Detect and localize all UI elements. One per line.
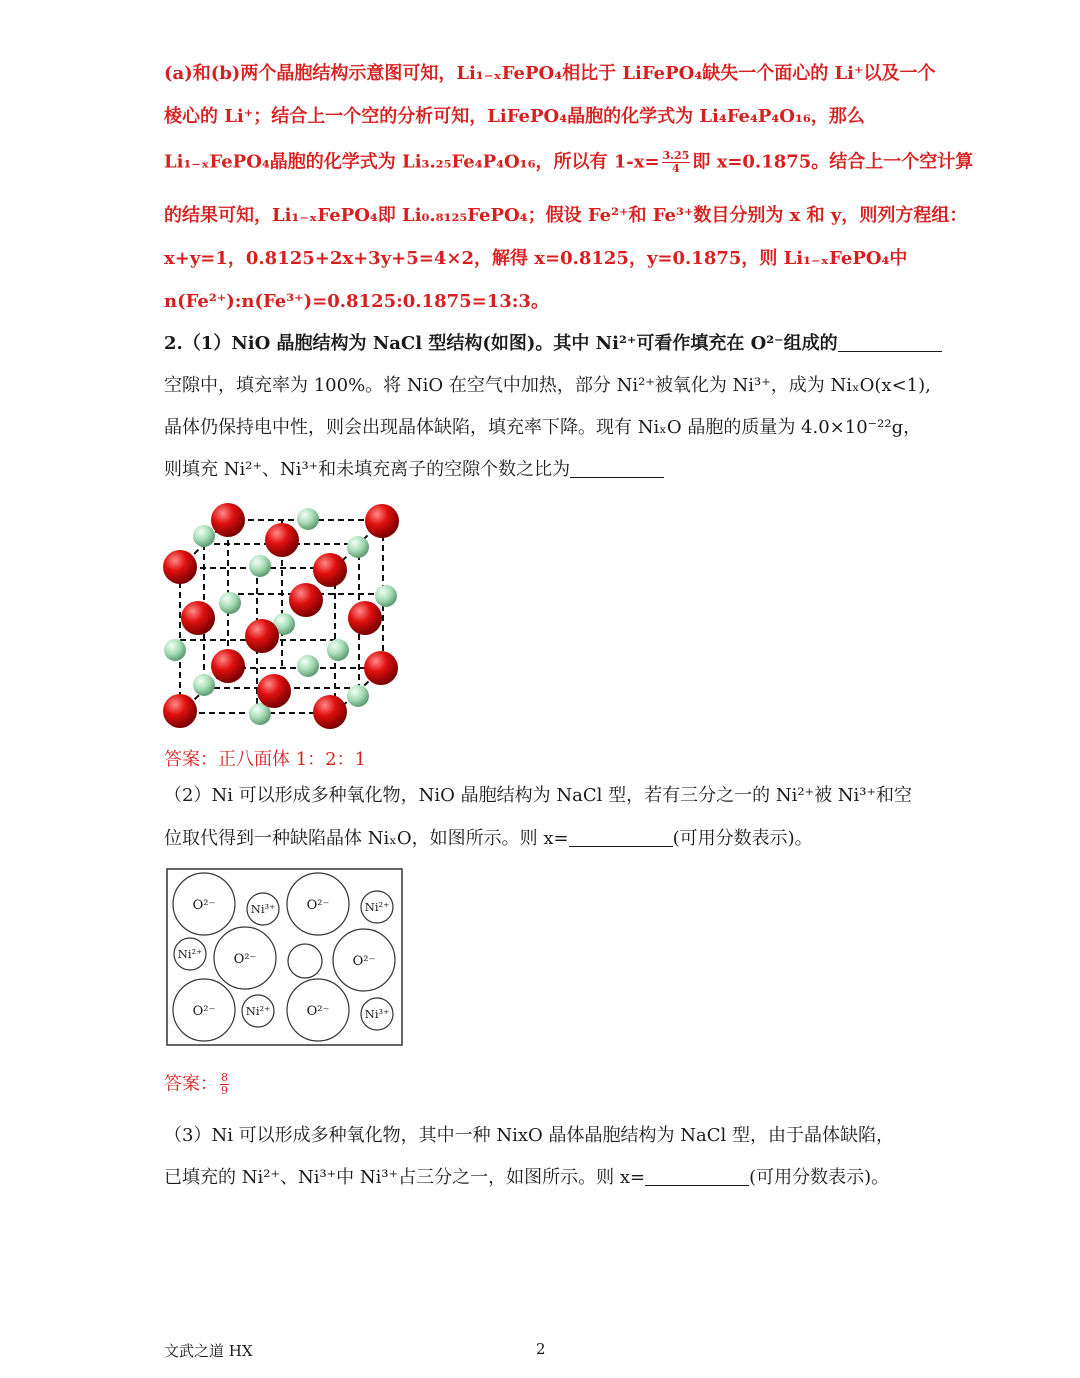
nacl-crystal-diagram [160, 500, 410, 740]
q2-part1-line-c: 晶体仍保持电中性，则会出现晶体缺陷，填充率下降。现有 NiₓO 晶胞的质量为 4.0×10⁻²²g， [164, 417, 922, 438]
o-label: O²⁻ [192, 1004, 216, 1019]
q2-part1-line-b: 空隙中，填充率为 100%。将 NiO 在空气中加热，部分 Ni²⁺被氧化为 Ni³⁺，成为 NiₓO(x<1), [164, 375, 931, 396]
ni2-label: Ni²⁺ [177, 947, 203, 961]
fraction-8-9: $\frac{8}{9}$ [221, 1071, 228, 1097]
answer-1: 答案：正八面体 1：2：1 [164, 749, 367, 770]
ni3-label: Ni³⁺ [250, 902, 276, 916]
explain-line-5: x+y=1，0.8125+2x+3y+5=4×2，解得 x=0.8125，y=0.1875，则 Li₁₋ₓFePO₄中 [164, 248, 908, 269]
o-label: O²⁻ [233, 952, 257, 967]
q2-part1-line-d: 则填充 Ni²⁺、Ni³⁺和未填充离子的空隙个数之比为 [164, 458, 664, 482]
defect-lattice-diagram [166, 868, 404, 1048]
footer-left: 文武之道 HX [164, 1342, 253, 1360]
explain-line-6: n(Fe²⁺):n(Fe³⁺)=0.8125:0.1875=13:3。 [164, 291, 549, 312]
explain-line-4: 的结果可知，Li₁₋ₓFePO₄即 Li₀.₈₁₂₅FePO₄；假设 Fe²⁺和 Fe³⁺数目分别为 x 和 y，则列方程组： [164, 205, 968, 226]
answer-blank-3 [569, 828, 673, 847]
answer-2: 答案： $\frac{8}{9}$ [164, 1071, 228, 1097]
explain-line-2: 棱心的 Li⁺；结合上一个空的分析可知，LiFePO₄晶胞的化学式为 Li₄Fe₄P₄O₁₆，那么 [164, 106, 865, 127]
q2-part3-line-b: 已填充的 Ni²⁺、Ni³⁺中 Ni³⁺占三分之一，如图所示。则 x= (可用分数表示)。 [164, 1167, 890, 1188]
q2-part2-line-b: 位取代得到一种缺陷晶体 NiₓO，如图所示。则 x= (可用分数表示)。 [164, 828, 813, 849]
explain-line-1: (a)和(b)两个晶胞结构示意图可知，Li₁₋ₓFePO₄相比于 LiFePO₄缺失一个面心的 Li⁺以及一个 [164, 63, 936, 84]
answer-blank-4 [645, 1167, 749, 1186]
ni3-label: Ni³⁺ [364, 1007, 390, 1021]
answer-blank-2 [570, 459, 664, 478]
ni2-label: Ni²⁺ [364, 900, 390, 914]
q2-part1-line-a: 2.（1）NiO 晶胞结构为 NaCl 型结构(如图)。其中 Ni²⁺可看作填充在 O²⁻组成的 [164, 332, 942, 356]
ni2-label: Ni²⁺ [245, 1004, 271, 1018]
page-number: 2 [536, 1340, 546, 1358]
o-label: O²⁻ [306, 898, 330, 913]
answer-blank-1 [838, 333, 942, 352]
q2-part2-line-a: （2）Ni 可以形成多种氧化物，NiO 晶胞结构为 NaCl 型，若有三分之一的 Ni²⁺被 Ni³⁺和空 [164, 785, 913, 806]
q2-part3-line-a: （3）Ni 可以形成多种氧化物，其中一种 NixO 晶体晶胞结构为 NaCl 型，由于晶体缺陷， [164, 1125, 894, 1146]
o-label: O²⁻ [352, 954, 376, 969]
fraction-325-4: $\frac{3.25}{4}$ [662, 149, 690, 175]
explain-line-3b: 即 x=0.1875。结合上一个空计算 [692, 151, 974, 173]
o-label: O²⁻ [192, 898, 216, 913]
o-label: O²⁻ [306, 1004, 330, 1019]
explain-line-3a: Li₁₋ₓFePO₄晶胞的化学式为 Li₃.₂₅Fe₄P₄O₁₆，所以有 1-x= [164, 151, 660, 173]
explain-line-3 [164, 150, 973, 175]
